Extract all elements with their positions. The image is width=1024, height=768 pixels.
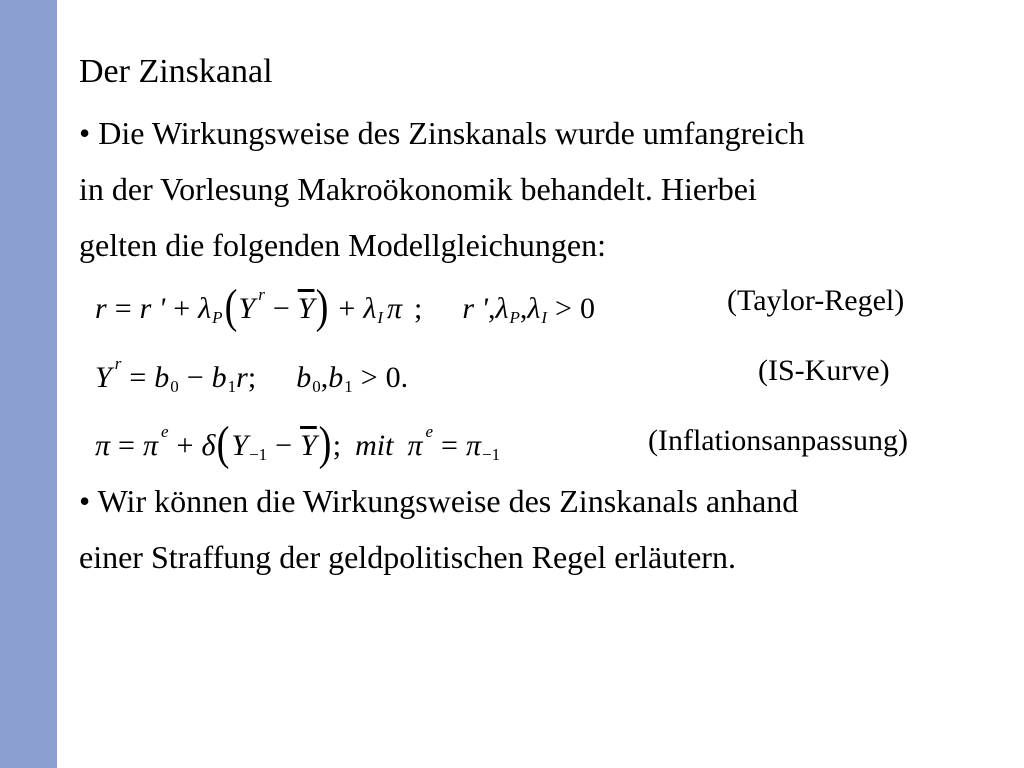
symbol: π: [407, 429, 423, 462]
symbol: >: [360, 361, 378, 394]
paren: ): [318, 417, 332, 470]
bullet-paragraph-2: [79, 473, 1009, 585]
symbol: r: [236, 361, 248, 394]
equation-is-curve: [95, 353, 408, 403]
paren: (: [224, 280, 237, 333]
subscript: 0: [170, 377, 179, 396]
symbol: mit: [355, 429, 394, 462]
subscript: −1: [481, 445, 501, 464]
text-line: • Die Wirkungsweise des Zinskanals wurde umfangreich: [79, 115, 805, 151]
symbol: b: [154, 361, 170, 394]
symbol: −: [186, 361, 204, 394]
symbol: Y: [231, 429, 249, 462]
symbol: +: [176, 429, 194, 462]
text-line: • Wir können die Wirkungsweise des Zinskanals anhand: [79, 483, 799, 519]
text-line: einer Straffung der geldpolitischen Regel erläutern.: [79, 539, 736, 575]
symbol: −: [272, 292, 290, 325]
symbol: π: [142, 429, 158, 462]
symbol: λ: [363, 292, 377, 325]
superscript: r: [258, 285, 265, 304]
text-line: in der Vorlesung Makroökonomik behandelt. Hierbei: [79, 171, 757, 207]
subscript: 0: [312, 377, 321, 396]
symbol: +: [173, 292, 191, 325]
symbol-ybar: $\overline{Y}$: [300, 429, 317, 462]
equation-label-taylor: (Taylor-Regel): [727, 284, 905, 317]
symbol: >: [555, 292, 572, 325]
symbol: λ: [198, 292, 212, 325]
symbol: b: [211, 361, 227, 394]
paren: (: [217, 417, 230, 470]
symbol: δ: [201, 429, 216, 462]
symbol: r ': [462, 292, 488, 325]
symbol: =: [118, 429, 135, 462]
slide-title: Der Zinskanal: [79, 53, 273, 90]
symbol: π: [387, 292, 403, 325]
symbol: ;: [414, 292, 423, 325]
symbol: =: [129, 361, 147, 394]
subscript: P: [212, 308, 223, 327]
symbol: b: [296, 361, 312, 394]
equation-label-inflation: (Inflationsanpassung): [648, 424, 908, 457]
symbol: =: [114, 292, 132, 325]
equation-label-is: (IS-Kurve): [758, 354, 890, 387]
paren: ): [316, 280, 329, 333]
equation-taylor-rule: [95, 281, 595, 337]
symbol: Y: [95, 361, 112, 394]
symbol: =: [441, 429, 458, 462]
symbol: ,: [320, 361, 329, 394]
slide-side-bar: [0, 0, 57, 768]
symbol: r ': [139, 292, 166, 325]
symbol-ybar: $\overline{Y}$: [297, 292, 315, 325]
symbol: π: [95, 429, 111, 462]
bullet-paragraph-1: [79, 105, 1009, 273]
symbol: ,: [487, 292, 496, 325]
subscript: −1: [249, 445, 268, 464]
superscript: e: [160, 422, 169, 441]
text-line: gelten die folgenden Modellgleichungen:: [79, 227, 606, 263]
symbol: 0.: [385, 361, 409, 394]
symbol: Y: [238, 292, 256, 325]
subscript: 1: [227, 377, 237, 396]
symbol: +: [338, 292, 356, 325]
symbol: π: [465, 429, 481, 462]
symbol: b: [328, 361, 344, 394]
symbol: ;: [247, 361, 257, 394]
equation-inflation: [95, 418, 500, 474]
symbol: −: [275, 429, 293, 462]
subscript: P: [509, 308, 520, 327]
symbol: r: [95, 292, 107, 325]
superscript: r: [114, 354, 122, 373]
symbol: ,: [519, 292, 528, 325]
subscript: 1: [344, 377, 353, 396]
subscript: I: [377, 308, 383, 327]
symbol: λ: [495, 292, 509, 325]
superscript: e: [425, 422, 434, 441]
symbol: ;: [332, 429, 342, 462]
symbol: λ: [527, 292, 541, 325]
subscript: I: [541, 308, 548, 327]
symbol: 0: [579, 292, 595, 325]
